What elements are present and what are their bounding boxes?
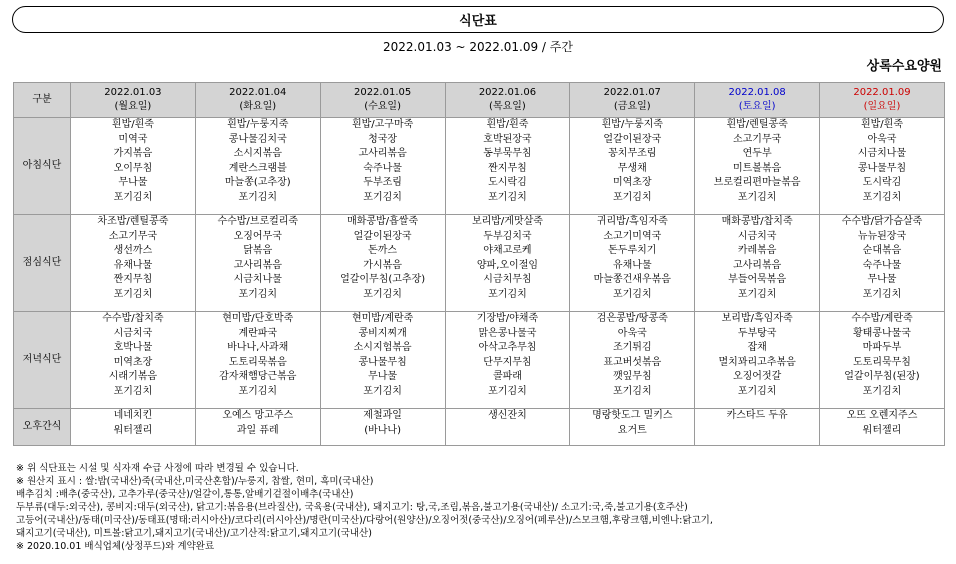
menu-cell	[445, 215, 570, 312]
note-line: 고등어(국내산)/동태(미국산)/동태표(명태:러시아산)/코다리(러시아산)/명란(미국산)/다랑어(원양산)/오징어젓(중국산)/오징어(페루산)/스모크햄,후랑크햄,비엔나:닭고기,	[16, 515, 713, 526]
notes-section	[16, 462, 946, 553]
day-weekday: (금요일)	[613, 101, 651, 112]
menu-item: 유채나물	[612, 259, 652, 271]
menu-item: 포기김치	[488, 385, 527, 397]
menu-item: 포기김치	[862, 191, 902, 203]
menu-item: 숙주나물	[862, 259, 902, 271]
note-line: ※ 위 식단표는 시설 및 식자재 수급 사정에 따라 변경될 수 있습니다.	[16, 463, 299, 474]
menu-item: 미역초장	[612, 177, 652, 189]
menu-cell	[71, 409, 196, 446]
menu-item: 시금치나물	[233, 274, 282, 286]
menu-item: 아욱국	[617, 327, 647, 339]
menu-item: 콩나물무침	[358, 356, 407, 368]
menu-item: 닭볶음	[243, 245, 273, 257]
menu-cell	[195, 409, 320, 446]
menu-item: 두부조림	[363, 177, 402, 189]
menu-item: 포기김치	[363, 191, 402, 203]
menu-item: 수수밥/닭가슴살죽	[841, 216, 923, 227]
menu-item: 양파,오이절임	[476, 259, 539, 271]
menu-item: 포기김치	[612, 288, 652, 300]
menu-item: 계란스크램블	[228, 162, 287, 174]
menu-item: 도시락김	[862, 177, 902, 189]
menu-item: 도시락김	[488, 177, 527, 189]
menu-item: 워터젤리	[113, 424, 153, 436]
menu-item: 기장밥/야채죽	[476, 313, 539, 324]
menu-cell	[445, 118, 570, 215]
menu-item: 순대볶음	[862, 245, 902, 257]
menu-item: 콩나물무침	[857, 162, 907, 174]
note-line: ※ 원산지 표시 : 쌀:밥(국내산)죽(국내산,미국산혼합)/누룽지, 찹쌀, 현미, 흑미(국내산)	[16, 476, 374, 487]
day-header	[445, 83, 570, 118]
day-weekday: (목요일)	[489, 101, 526, 112]
menu-item: 카스타드 두유	[726, 410, 788, 421]
menu-cell	[71, 215, 196, 312]
note-line: 돼지고기(국내산), 미트볼:닭고기,돼지고기(국내산)/고기산적:닭고기,돼지고기(국내산)	[16, 528, 372, 539]
day-header	[570, 83, 695, 118]
menu-item: 무나물	[368, 371, 398, 383]
menu-item: 두부탕국	[737, 327, 777, 339]
menu-item: 황태콩나물국	[853, 327, 911, 339]
menu-item: 깻잎무침	[612, 371, 652, 383]
menu-item: 브로컬리편마늘볶음	[713, 177, 801, 189]
menu-item: 현미밥/단호박죽	[222, 313, 294, 324]
day-weekday: (화요일)	[239, 101, 277, 112]
menu-item: 콩나물김치국	[228, 133, 287, 145]
menu-item: 고사리볶음	[358, 148, 407, 160]
menu-item: 수수밥/찹치죽	[102, 313, 164, 324]
menu-item: 명랑핫도그 밀키스	[592, 410, 673, 421]
menu-item: 미역초장	[113, 356, 153, 368]
menu-cell	[71, 312, 196, 409]
note-line: ※ 2020.10.01 배식업체(상정푸드)와 계약완료	[16, 541, 215, 552]
menu-item: 흰밥/누룽지죽	[601, 119, 663, 130]
day-header	[320, 83, 445, 118]
menu-item: 아욱국	[867, 133, 897, 145]
menu-item: 포기김치	[612, 191, 652, 203]
menu-item: 흰밥/렌틸콩죽	[726, 119, 788, 130]
menu-item: 호박된장국	[483, 133, 532, 145]
menu-item: 마파두부	[862, 342, 902, 354]
menu-period: 2022.01.03 ~ 2022.01.09 / 주간	[383, 40, 573, 54]
menu-item: 부들어묵볶음	[728, 274, 787, 286]
day-date: 2022.01.08	[728, 87, 786, 98]
menu-cell	[695, 215, 820, 312]
menu-item: 시래기볶음	[108, 371, 158, 383]
menu-item: 야채고로케	[483, 245, 532, 257]
menu-item: 매화콩밥/흡쌀죽	[347, 216, 419, 227]
menu-item: 포기김치	[488, 191, 527, 203]
menu-item: 맑은콩나물국	[478, 327, 537, 339]
meal-row	[14, 118, 945, 215]
menu-cell	[570, 215, 695, 312]
menu-item: 검은콩밥/땅콩죽	[596, 313, 668, 324]
menu-cell	[570, 118, 695, 215]
menu-item: 포기김치	[363, 288, 402, 300]
menu-item: 흰밥/흰죽	[486, 119, 529, 130]
menu-item: (바나나)	[364, 424, 401, 436]
menu-item: 청국장	[368, 133, 398, 145]
menu-item: 오징어젓갈	[732, 371, 782, 383]
menu-cell	[695, 118, 820, 215]
menu-item: 포기김치	[737, 288, 777, 300]
meal-label: 오후간식	[14, 409, 71, 446]
menu-item: 흰밥/고구마죽	[351, 119, 414, 130]
menu-item: 카레볶음	[737, 245, 777, 257]
menu-item: 유채나물	[113, 259, 153, 271]
menu-item: 마늘쫑(고추장)	[224, 177, 291, 189]
day-date: 2022.01.05	[353, 87, 412, 98]
menu-item: 포기김치	[737, 191, 777, 203]
menu-item: 포기김치	[737, 385, 777, 397]
menu-item: 계란파국	[238, 327, 278, 339]
menu-item: 시금치나물	[857, 148, 907, 160]
menu-item: 단무지무침	[483, 356, 532, 368]
menu-item: 흰밥/흰죽	[860, 119, 903, 130]
day-date: 2022.01.03	[104, 87, 162, 98]
menu-item: 포기김치	[113, 191, 153, 203]
menu-item: 얼갈이무침(고추장)	[340, 274, 426, 286]
menu-item: 포기김치	[363, 385, 402, 397]
menu-item: 미트볼볶음	[732, 162, 782, 174]
menu-item: 포기김치	[238, 191, 278, 203]
meal-row	[14, 215, 945, 312]
menu-item: 흰밥/누룽지죽	[227, 119, 289, 130]
menu-title: 식단표	[12, 6, 944, 33]
menu-item: 가시볶음	[363, 259, 402, 271]
menu-cell	[820, 118, 945, 215]
menu-cell	[570, 409, 695, 446]
menu-item: 짠지무침	[113, 274, 153, 286]
menu-item: 수수밥/브로컬리죽	[217, 216, 299, 227]
menu-cell	[695, 409, 820, 446]
menu-item: 얼갈이된장국	[603, 133, 662, 145]
meal-row	[14, 409, 945, 446]
menu-item: 멸치꽈리고추볶음	[718, 356, 796, 368]
menu-item: 흰밥/흰죽	[111, 119, 154, 130]
day-date: 2022.01.09	[853, 87, 911, 98]
menu-item: 차조밥/렌틸콩죽	[97, 216, 169, 227]
menu-cell	[695, 312, 820, 409]
menu-item: 도토리묵무침	[853, 356, 911, 368]
menu-item: 감자채햄당근볶음	[219, 371, 297, 383]
menu-item: 생선까스	[113, 245, 153, 257]
menu-cell	[445, 409, 570, 446]
day-header	[195, 83, 320, 118]
menu-item: 오예스 망고주스	[222, 410, 294, 421]
menu-cell	[195, 118, 320, 215]
menu-item: 고사리볶음	[233, 259, 282, 271]
day-weekday: (토요일)	[738, 101, 776, 112]
category-header: 구분	[14, 83, 71, 118]
menu-item: 오뜨 오렌지주스	[846, 410, 918, 421]
menu-item: 무생채	[617, 162, 647, 174]
menu-item: 무나물	[118, 177, 148, 189]
menu-item: 조기튀김	[612, 342, 652, 354]
menu-cell	[195, 312, 320, 409]
note-line: 배추김치 :배추(중국산), 고추가루(중국산)/얼갈이,통통,알배기겉절이배추(국내산)	[16, 489, 354, 500]
menu-item: 무나물	[867, 274, 897, 286]
menu-cell	[320, 118, 445, 215]
day-header	[820, 83, 945, 118]
menu-item: 소시지볶음	[233, 148, 282, 160]
menu-item: 시금치무침	[483, 274, 532, 286]
menu-item: 워터젤리	[862, 424, 902, 436]
menu-body	[14, 118, 945, 446]
menu-item: 포기김치	[238, 385, 278, 397]
menu-item: 포기김치	[612, 385, 652, 397]
menu-item: 매화콩밥/찹치죽	[721, 216, 793, 227]
menu-item: 보리밥/흑임자죽	[721, 313, 793, 324]
menu-item: 표고버섯볶음	[603, 356, 662, 368]
menu-item: 포기김치	[238, 288, 278, 300]
menu-cell	[445, 312, 570, 409]
menu-item: 포기김치	[862, 385, 902, 397]
menu-item: 동부묵무침	[483, 148, 532, 160]
menu-item: 보리밥/게맛살죽	[471, 216, 543, 227]
day-weekday: (월요일)	[114, 101, 152, 112]
meal-label: 아침식단	[14, 118, 71, 215]
menu-item: 포기김치	[113, 385, 153, 397]
menu-item: 소고기무국	[108, 230, 158, 242]
menu-item: 과일 퓨레	[236, 424, 279, 436]
menu-item: 두부김치국	[483, 230, 532, 242]
menu-item: 귀리밥/흑임자죽	[596, 216, 668, 227]
day-date: 2022.01.06	[478, 87, 537, 98]
menu-item: 연두부	[742, 148, 772, 160]
menu-item: 콜파래	[492, 371, 522, 383]
menu-item: 가지볶음	[113, 148, 153, 160]
menu-item: 아삭고추무침	[478, 342, 537, 354]
meal-label: 점심식단	[14, 215, 71, 312]
menu-cell	[820, 215, 945, 312]
menu-item: 마늘쫑건새우볶음	[593, 274, 671, 286]
menu-cell	[820, 409, 945, 446]
menu-item: 콩비지찌개	[358, 327, 407, 339]
menu-item: 숙주나물	[363, 162, 402, 174]
menu-item: 도토리묵볶음	[228, 356, 287, 368]
menu-item: 포기김치	[488, 288, 527, 300]
menu-cell	[570, 312, 695, 409]
menu-item: 뉴뉴된장국	[857, 230, 907, 242]
meal-label: 저녁식단	[14, 312, 71, 409]
menu-item: 네네치킨	[113, 410, 153, 421]
menu-item: 요거트	[617, 424, 647, 436]
menu-item: 소시지험볶음	[353, 342, 412, 354]
menu-item: 오징어무국	[233, 230, 282, 242]
menu-item: 포기김치	[862, 288, 902, 300]
menu-item: 꽁치무조림	[608, 148, 657, 160]
menu-cell	[320, 215, 445, 312]
menu-item: 돈두루치기	[608, 245, 657, 257]
day-header	[695, 83, 820, 118]
menu-cell	[71, 118, 196, 215]
menu-cell	[820, 312, 945, 409]
menu-item: 소고기미역국	[603, 230, 662, 242]
menu-item: 생신잔치	[488, 410, 527, 421]
day-weekday: (일요일)	[863, 101, 901, 112]
day-date: 2022.01.04	[229, 87, 287, 98]
meal-row	[14, 312, 945, 409]
menu-item: 시금치국	[113, 327, 153, 339]
menu-item: 현미밥/계란죽	[351, 313, 414, 324]
menu-cell	[320, 312, 445, 409]
header-row	[14, 83, 945, 118]
note-line: 두부류(대두:외국산), 콩비지:대두(외국산), 닭고기:볶음용(브라질산), 국육용(국내산), 돼지고기: 탕,국,조림,볶음,불고기용(국내산)/ 소고기:국,죽,불고기용(호주산)	[16, 502, 688, 513]
weekly-menu-table	[13, 82, 945, 446]
menu-item: 얼갈이된장국	[353, 230, 412, 242]
menu-item: 시금치국	[737, 230, 777, 242]
menu-item: 호박나물	[113, 342, 153, 354]
organization-name: 상록수요양원	[866, 59, 942, 74]
menu-item: 짠지무침	[488, 162, 527, 174]
day-weekday: (수요일)	[364, 101, 401, 112]
menu-item: 수수밥/계란죽	[851, 313, 913, 324]
menu-item: 얼갈이무침(된장)	[844, 371, 920, 383]
day-header	[71, 83, 196, 118]
menu-item: 오이무침	[113, 162, 153, 174]
menu-item: 포기김치	[113, 288, 153, 300]
menu-item: 잡채	[747, 342, 767, 354]
menu-cell	[195, 215, 320, 312]
menu-item: 소고기무국	[732, 133, 782, 145]
menu-cell	[320, 409, 445, 446]
menu-item: 바나나,사과채	[227, 342, 289, 354]
menu-item: 돈까스	[368, 245, 398, 257]
menu-item: 고사리볶음	[732, 259, 782, 271]
day-date: 2022.01.07	[603, 87, 661, 98]
menu-item: 미역국	[118, 133, 148, 145]
menu-item: 제철과일	[363, 410, 402, 421]
